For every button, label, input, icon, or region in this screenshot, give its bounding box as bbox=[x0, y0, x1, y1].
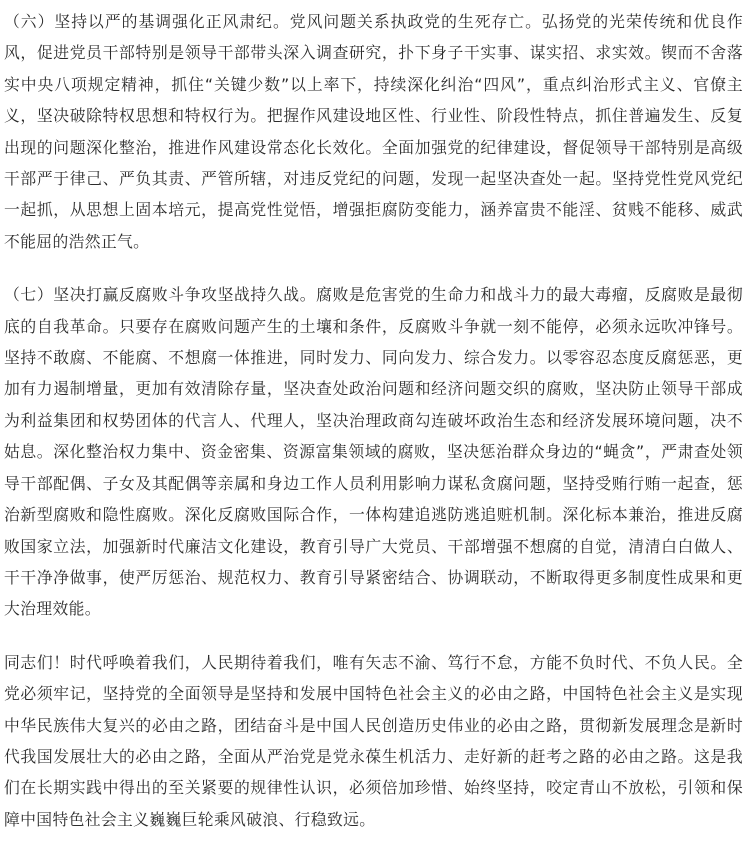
paragraph-six: （六）坚持以严的基调强化正风肃纪。党风问题关系执政党的生死存亡。弘扬党的光荣传统和优良作风，促进党员干部特别是领导干部带头深入调查研究，扑下身子干实事、谋实招、求实效。锲而不舍落实中央八项规定精神，抓住“关键少数”以上率下，持续深化纠治“四风”，重点纠治形式主义、官僚主义，坚决破除特权思想和特权行为。把握作风建设地区性、行业性、阶段性特点，抓住普遍发生、反复出现的问题深化整治，推进作风建设常态化长效化。全面加强党的纪律建设，督促领导干部特别是高级干部严于律己、严负其责、严管所辖，对违反党纪的问题，发现一起坚决查处一起。坚持党性党风党纪一起抓，从思想上固本培元，提高党性觉悟，增强拒腐防变能力，涵养富贵不能淫、贫贱不能移、威武不能屈的浩然正气。 bbox=[4, 12, 743, 251]
paragraph-seven: （七）坚决打赢反腐败斗争攻坚战持久战。腐败是危害党的生命力和战斗力的最大毒瘤，反腐败是最彻底的自我革命。只要存在腐败问题产生的土壤和条件，反腐败斗争就一刻不能停，必须永远吹冲锋号。坚持不敢腐、不能腐、不想腐一体推进，同时发力、同向发力、综合发力。以零容忍态度反腐惩恶，更加有力遏制增量，更加有效清除存量，坚决查处政治问题和经济问题交织的腐败，坚决防止领导干部成为利益集团和权势团体的代言人、代理人，坚决治理政商勾连破坏政治生态和经济发展环境问题，决不姑息。深化整治权力集中、资金密集、资源富集领域的腐败，坚决惩治群众身边的“蝇贪”，严肃查处领导干部配偶、子女及其配偶等亲属和身边工作人员利用影响力谋私贪腐问题，坚持受贿行贿一起查，惩治新型腐败和隐性腐败。深化反腐败国际合作，一体构建追逃防逃追赃机制。深化标本兼治，推进反腐败国家立法，加强新时代廉洁文化建设，教育引导广大党员、干部增强不想腐的自觉，清清白白做人、干干净净做事，使严厉惩治、规范权力、教育引导紧密结合、协调联动，不断取得更多制度性成果和更大治理效能。 bbox=[4, 285, 743, 619]
paragraph-closing: 同志们！时代呼唤着我们，人民期待着我们，唯有矢志不渝、笃行不怠，方能不负时代、不负人民。全党必须牢记，坚持党的全面领导是坚持和发展中国特色社会主义的必由之路，中国特色社会主义是实现中华民族伟大复兴的必由之路，团结奋斗是中国人民创造历史伟业的必由之路，贯彻新发展理念是新时代我国发展壮大的必由之路，全面从严治党是党永葆生机活力、走好新的赶考之路的必由之路。这是我们在长期实践中得出的至关紧要的规律性认识，必须倍加珍惜、始终坚持，咬定青山不放松，引领和保障中国特色社会主义巍巍巨轮乘风破浪、行稳致远。 bbox=[4, 652, 743, 829]
